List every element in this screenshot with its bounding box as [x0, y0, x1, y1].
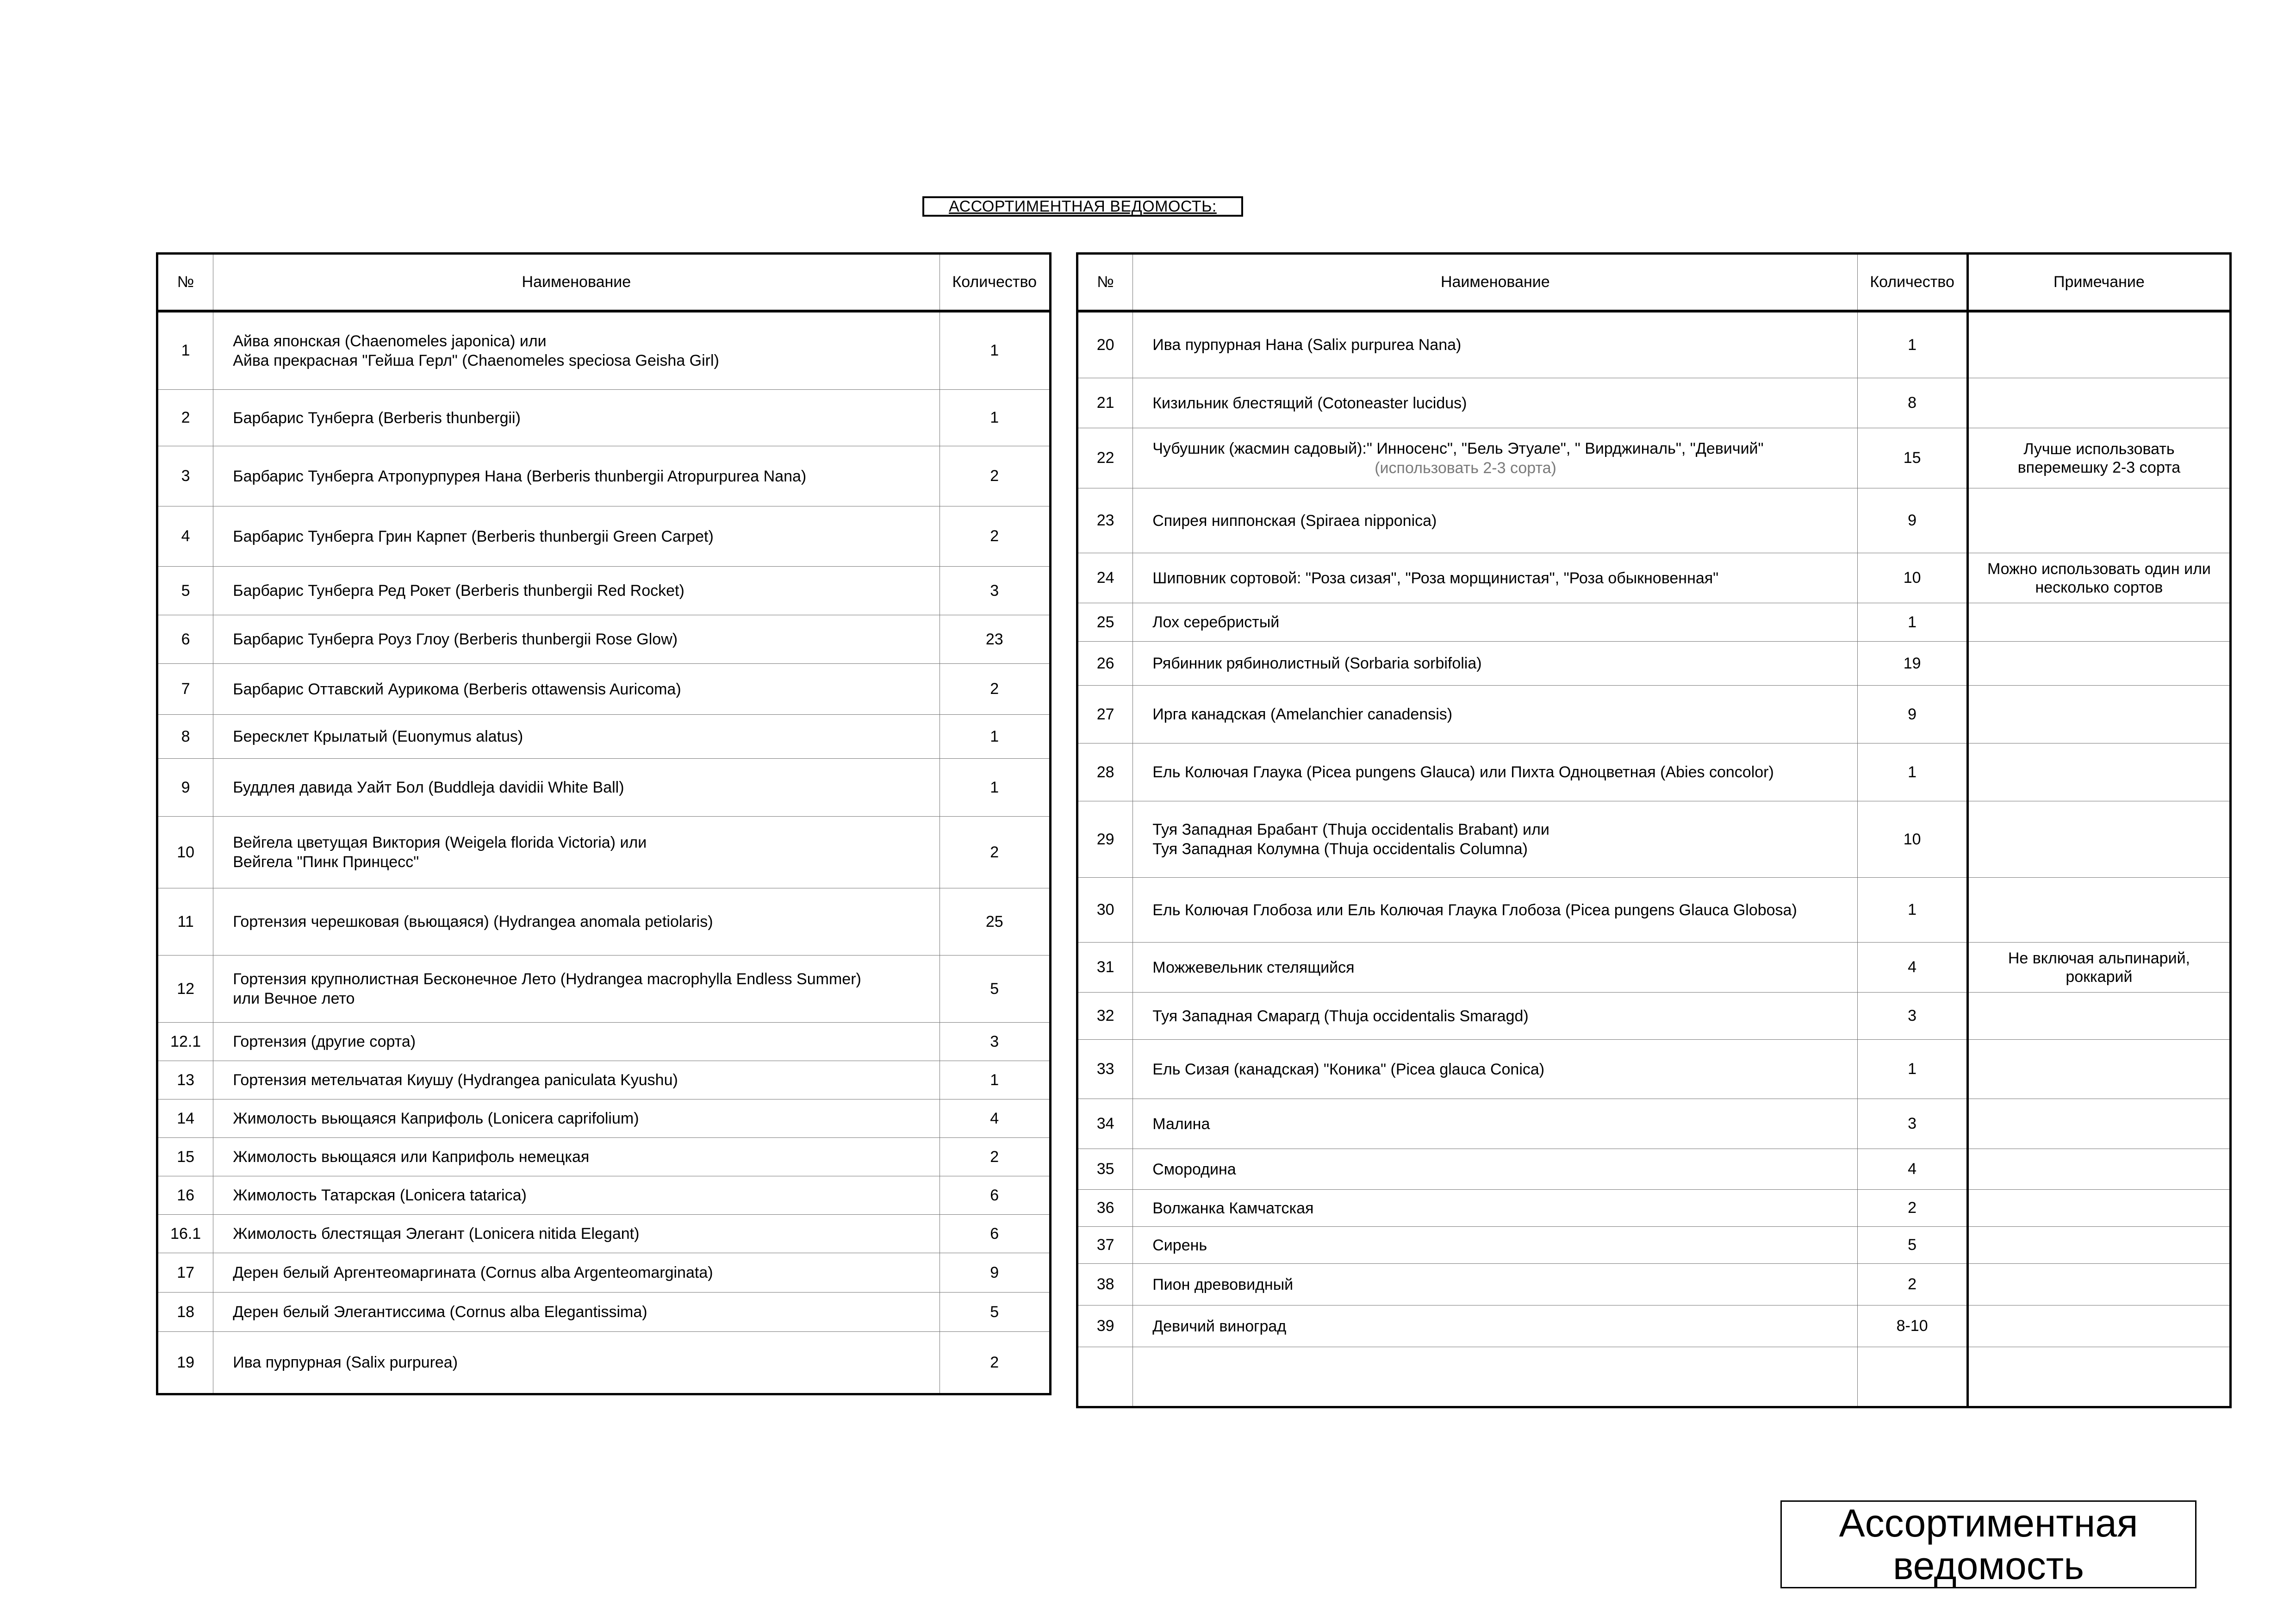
table-row: [157, 506, 1051, 567]
cell-name: [213, 715, 940, 759]
name-line: Сирень: [1152, 1236, 1207, 1254]
cell-qty: 3: [1858, 1099, 1967, 1149]
cell-note: [1967, 1149, 2230, 1190]
cell-num: 35: [1077, 1149, 1133, 1190]
cell-num: 6: [157, 615, 213, 664]
header-num: №: [157, 254, 213, 311]
cell-num: 33: [1077, 1040, 1133, 1099]
cell-name: [1133, 801, 1858, 878]
cell-name: [213, 446, 940, 506]
cell-qty: 1: [940, 759, 1051, 817]
table-row: [1077, 743, 2231, 801]
cell-note: [1967, 1347, 2230, 1407]
cell-note: [1967, 603, 2230, 642]
name-line: Жимолость блестящая Элегант (Lonicera nitida Elegant): [233, 1225, 640, 1243]
cell-note: [1967, 642, 2230, 686]
stamp-line-1: Ассортиментная: [1839, 1501, 2138, 1545]
cell-qty: 19: [1858, 642, 1967, 686]
table-row: [157, 390, 1051, 446]
cell-qty: 1: [1858, 603, 1967, 642]
cell-note: [1967, 686, 2230, 743]
cell-name: [1133, 943, 1858, 993]
cell-qty: 3: [1858, 993, 1967, 1040]
cell-note: [1967, 1040, 2230, 1099]
assortment-table-left: [156, 252, 1052, 1395]
cell-name: [213, 615, 940, 664]
note-line: Можно использовать один или: [1987, 560, 2211, 578]
name-line: Барбарис Тунберга (Berberis thunbergii): [233, 409, 521, 427]
cell-name: [1133, 488, 1858, 553]
cell-num: 1: [157, 311, 213, 390]
name-line: Ель Колючая Глобоза или Ель Колючая Глаука Глобоза (Picea pungens Glauca Globosa): [1152, 901, 1797, 919]
cell-name: [1133, 1347, 1858, 1407]
cell-note: [1967, 553, 2230, 603]
cell-num: 15: [157, 1138, 213, 1176]
cell-qty: 4: [940, 1099, 1051, 1138]
cell-qty: 4: [1858, 1149, 1967, 1190]
header-qty: Количество: [1858, 254, 1967, 311]
cell-name: [1133, 686, 1858, 743]
cell-name: [1133, 428, 1858, 488]
table-row: [1077, 801, 2231, 878]
name-subnote: (использовать 2-3 сорта): [1375, 459, 1556, 477]
name-line: Жимолость вьющаяся Каприфоль (Lonicera caprifolium): [233, 1110, 639, 1127]
cell-qty: 1: [1858, 311, 1967, 378]
table-row: [1077, 1264, 2231, 1305]
cell-num: 30: [1077, 878, 1133, 943]
name-line: Бересклет Крылатый (Euonymus alatus): [233, 728, 523, 745]
name-line: Ива пурпурная Нана (Salix purpurea Nana): [1152, 336, 1462, 354]
cell-num: 2: [157, 390, 213, 446]
cell-name: [1133, 642, 1858, 686]
cell-name: [1133, 603, 1858, 642]
table-row: [157, 1176, 1051, 1215]
table-row: [1077, 943, 2231, 993]
table-row: [157, 446, 1051, 506]
cell-qty: 9: [940, 1253, 1051, 1293]
cell-qty: 9: [1858, 686, 1967, 743]
table-row: [1077, 1099, 2231, 1149]
cell-name: [213, 390, 940, 446]
assortment-table-right: [1076, 252, 2232, 1408]
header-qty: Количество: [940, 254, 1051, 311]
name-line: Гортензия крупнолистная Бесконечное Лето (Hydrangea macrophylla Endless Summer): [233, 970, 861, 988]
cell-num: 17: [157, 1253, 213, 1293]
note-line: вперемешку 2-3 сорта: [2017, 458, 2181, 476]
table-row: [1077, 1040, 2231, 1099]
table-row: [1077, 488, 2231, 553]
cell-name: [213, 1099, 940, 1138]
table-row: [1077, 686, 2231, 743]
cell-note: [1967, 1099, 2230, 1149]
cell-note: [1967, 311, 2230, 378]
name-line: Дерен белый Аргентеомаргината (Cornus alba Argenteomarginata): [233, 1264, 713, 1281]
name-line: Шиповник сортовой: "Роза сизая", "Роза морщинистая", "Роза обыкновенная": [1152, 569, 1719, 587]
cell-name: [1133, 553, 1858, 603]
table-row: [157, 817, 1051, 888]
table-row: [1077, 553, 2231, 603]
cell-num: 29: [1077, 801, 1133, 878]
name-line: Туя Западная Смарагд (Thuja occidentalis Smaragd): [1152, 1007, 1529, 1025]
table-row: [1077, 311, 2231, 378]
name-line: Туя Западная Колумна (Thuja occidentalis Columna): [1152, 840, 1528, 858]
cell-num: 8: [157, 715, 213, 759]
cell-name: [213, 888, 940, 956]
cell-qty: 1: [1858, 1040, 1967, 1099]
cell-qty: 1: [1858, 878, 1967, 943]
table-row: [157, 888, 1051, 956]
cell-num: 37: [1077, 1227, 1133, 1264]
name-line: Жимолость вьющаяся или Каприфоль немецкая: [233, 1148, 590, 1166]
cell-num: 3: [157, 446, 213, 506]
name-line: Вейгела цветущая Виктория (Weigela florida Victoria) или: [233, 834, 647, 851]
cell-qty: 10: [1858, 801, 1967, 878]
cell-num: 18: [157, 1293, 213, 1332]
cell-name: [213, 567, 940, 615]
cell-qty: 8-10: [1858, 1305, 1967, 1347]
table-row: [157, 664, 1051, 715]
cell-qty: 1: [940, 1061, 1051, 1099]
cell-qty: 2: [940, 817, 1051, 888]
cell-num: 24: [1077, 553, 1133, 603]
cell-name: [213, 1253, 940, 1293]
name-line: Айва японская (Chaenomeles japonica) или: [233, 332, 547, 350]
table-row: [1077, 1149, 2231, 1190]
name-line: Дерен белый Элегантиссима (Cornus alba Elegantissima): [233, 1303, 647, 1321]
name-line: Жимолость Татарская (Lonicera tatarica): [233, 1187, 527, 1204]
cell-qty: 6: [940, 1176, 1051, 1215]
cell-name: [213, 506, 940, 567]
cell-note: [1967, 428, 2230, 488]
cell-qty: 2: [940, 1332, 1051, 1394]
cell-name: [1133, 1227, 1858, 1264]
note-line: роккарий: [2066, 968, 2133, 986]
cell-num: 31: [1077, 943, 1133, 993]
cell-qty: 2: [1858, 1190, 1967, 1227]
cell-qty: 2: [940, 446, 1051, 506]
cell-num: 7: [157, 664, 213, 715]
cell-note: [1967, 993, 2230, 1040]
name-line: Волжанка Камчатская: [1152, 1199, 1314, 1217]
cell-name: [1133, 1099, 1858, 1149]
name-line: Гортензия черешковая (вьющаяся) (Hydrangea anomala petiolaris): [233, 913, 713, 931]
table-row: [1077, 378, 2231, 428]
cell-qty: 2: [1858, 1264, 1967, 1305]
cell-name: [213, 1332, 940, 1394]
table-row: [157, 1215, 1051, 1253]
table-row: [1077, 1190, 2231, 1227]
table-row: [1077, 878, 2231, 943]
cell-num: 5: [157, 567, 213, 615]
cell-qty: 1: [940, 311, 1051, 390]
cell-name: [213, 1138, 940, 1176]
cell-num: 16.1: [157, 1215, 213, 1253]
cell-num: 34: [1077, 1099, 1133, 1149]
name-line: Ирга канадская (Amelanchier canadensis): [1152, 706, 1453, 723]
name-line: Гортензия метельчатая Киушу (Hydrangea paniculata Kyushu): [233, 1071, 678, 1089]
cell-qty: 1: [940, 715, 1051, 759]
cell-note: [1967, 1190, 2230, 1227]
name-line: Барбарис Тунберга Ред Рокет (Berberis thunbergii Red Rocket): [233, 582, 684, 600]
name-line: Смородина: [1152, 1160, 1236, 1178]
cell-name: [213, 759, 940, 817]
cell-num: 19: [157, 1332, 213, 1394]
name-line: Барбарис Оттавский Аурикома (Berberis ottawensis Auricoma): [233, 680, 681, 698]
header-num: №: [1077, 254, 1133, 311]
cell-num: 27: [1077, 686, 1133, 743]
table-row: [157, 759, 1051, 817]
table-header-row: [1077, 254, 2231, 311]
name-line: Кизильник блестящий (Cotoneaster lucidus): [1152, 394, 1467, 412]
cell-name: [1133, 1264, 1858, 1305]
header-note: Примечание: [1967, 254, 2230, 311]
table-row: [157, 1293, 1051, 1332]
cell-num: 25: [1077, 603, 1133, 642]
header-name: Наименование: [1133, 254, 1858, 311]
cell-num: 12: [157, 956, 213, 1023]
table-row: [1077, 428, 2231, 488]
cell-num: 22: [1077, 428, 1133, 488]
cell-num: 13: [157, 1061, 213, 1099]
cell-num: 39: [1077, 1305, 1133, 1347]
note-line: Не включая альпинарий,: [2008, 949, 2190, 967]
table-header-row: [157, 254, 1051, 311]
cell-qty: 23: [940, 615, 1051, 664]
table-row: [157, 1099, 1051, 1138]
table-row: [157, 311, 1051, 390]
cell-num: 26: [1077, 642, 1133, 686]
cell-qty: 5: [940, 1293, 1051, 1332]
table-row: [1077, 1347, 2231, 1407]
cell-num: 36: [1077, 1190, 1133, 1227]
cell-num: [1077, 1347, 1133, 1407]
table-row: [157, 1138, 1051, 1176]
table-row: [1077, 993, 2231, 1040]
cell-qty: 3: [940, 567, 1051, 615]
cell-num: 20: [1077, 311, 1133, 378]
table-row: [157, 715, 1051, 759]
note-line: несколько сортов: [2035, 578, 2163, 596]
name-line: Барбарис Тунберга Атропурпурея Нана (Berberis thunbergii Atropurpurea Nana): [233, 467, 807, 485]
table-row: [157, 615, 1051, 664]
name-line: Можжевельник стелящийся: [1152, 958, 1355, 976]
cell-name: [213, 1061, 940, 1099]
cell-name: [1133, 1190, 1858, 1227]
cell-qty: 2: [940, 664, 1051, 715]
cell-name: [1133, 993, 1858, 1040]
cell-note: [1967, 943, 2230, 993]
table-row: [157, 1253, 1051, 1293]
cell-note: [1967, 801, 2230, 878]
table-row: [1077, 642, 2231, 686]
stamp-line-2: ведомость: [1893, 1544, 2084, 1587]
cell-num: 4: [157, 506, 213, 567]
cell-num: 10: [157, 817, 213, 888]
cell-qty: 1: [940, 390, 1051, 446]
name-line: Вейгела "Пинк Принцесс": [233, 853, 419, 871]
table-row: [157, 567, 1051, 615]
name-line: Рябинник рябинолистный (Sorbaria sorbifolia): [1152, 655, 1482, 672]
title-stamp: [1780, 1500, 2196, 1588]
name-line: или Вечное лето: [233, 990, 355, 1007]
cell-qty: 2: [940, 1138, 1051, 1176]
cell-name: [1133, 1305, 1858, 1347]
cell-qty: 8: [1858, 378, 1967, 428]
document-title: АССОРТИМЕНТНАЯ ВЕДОМОСТЬ:: [922, 196, 1243, 217]
cell-num: 32: [1077, 993, 1133, 1040]
cell-name: [213, 311, 940, 390]
name-line: Лох серебристый: [1152, 613, 1280, 631]
cell-qty: [1858, 1347, 1967, 1407]
cell-name: [1133, 1040, 1858, 1099]
note-line: Лучше использовать: [2023, 440, 2175, 458]
cell-qty: 4: [1858, 943, 1967, 993]
table-row: [157, 1061, 1051, 1099]
cell-qty: 5: [1858, 1227, 1967, 1264]
header-name: Наименование: [213, 254, 940, 311]
name-line: Спирея ниппонская (Spiraea nipponica): [1152, 512, 1437, 530]
cell-qty: 2: [940, 506, 1051, 567]
cell-num: 14: [157, 1099, 213, 1138]
cell-qty: 10: [1858, 553, 1967, 603]
table-row: [157, 956, 1051, 1023]
cell-note: [1967, 1227, 2230, 1264]
cell-name: [1133, 378, 1858, 428]
name-line: Буддлея давида Уайт Бол (Buddleja davidii White Ball): [233, 779, 624, 796]
cell-num: 16: [157, 1176, 213, 1215]
name-line: Туя Западная Брабант (Thuja occidentalis Brabant) или: [1152, 821, 1549, 838]
cell-name: [213, 817, 940, 888]
name-line: Девичий виноград: [1152, 1317, 1287, 1335]
table-row: [1077, 1227, 2231, 1264]
table-row: [1077, 1305, 2231, 1347]
cell-qty: 15: [1858, 428, 1967, 488]
cell-num: 28: [1077, 743, 1133, 801]
cell-note: [1967, 743, 2230, 801]
table-row: [1077, 603, 2231, 642]
cell-qty: 6: [940, 1215, 1051, 1253]
name-line: Малина: [1152, 1115, 1210, 1133]
cell-name: [1133, 311, 1858, 378]
cell-note: [1967, 878, 2230, 943]
cell-num: 11: [157, 888, 213, 956]
cell-name: [1133, 1149, 1858, 1190]
cell-name: [213, 664, 940, 715]
table-row: [157, 1023, 1051, 1061]
name-line: Барбарис Тунберга Грин Карпет (Berberis thunbergii Green Carpet): [233, 527, 714, 545]
name-line: Чубушник (жасмин садовый):" Инносенс", "Бель Этуале", " Вирджиналь", "Девичий": [1152, 439, 1764, 457]
cell-num: 12.1: [157, 1023, 213, 1061]
cell-qty: 5: [940, 956, 1051, 1023]
cell-name: [213, 1293, 940, 1332]
cell-note: [1967, 488, 2230, 553]
name-line: Айва прекрасная "Гейша Герл" (Chaenomeles speciosa Geisha Girl): [233, 351, 719, 369]
cell-name: [213, 1215, 940, 1253]
cell-num: 23: [1077, 488, 1133, 553]
cell-qty: 9: [1858, 488, 1967, 553]
cell-qty: 25: [940, 888, 1051, 956]
cell-note: [1967, 378, 2230, 428]
cell-qty: 3: [940, 1023, 1051, 1061]
cell-num: 9: [157, 759, 213, 817]
name-line: Пион древовидный: [1152, 1275, 1294, 1293]
cell-name: [213, 1023, 940, 1061]
name-line: Ива пурпурная (Salix purpurea): [233, 1354, 458, 1371]
cell-note: [1967, 1264, 2230, 1305]
cell-name: [213, 1176, 940, 1215]
cell-name: [213, 956, 940, 1023]
name-line: Ель Колючая Глаука (Picea pungens Glauca) или Пихта Одноцветная (Abies concolor): [1152, 763, 1774, 781]
name-line: Гортензия (другие сорта): [233, 1033, 416, 1050]
cell-name: [1133, 743, 1858, 801]
cell-note: [1967, 1305, 2230, 1347]
name-line: Ель Сизая (канадская) "Коника" (Picea glauca Conica): [1152, 1060, 1545, 1078]
cell-qty: 1: [1858, 743, 1967, 801]
cell-num: 38: [1077, 1264, 1133, 1305]
name-line: Барбарис Тунберга Роуз Глоу (Berberis thunbergii Rose Glow): [233, 631, 678, 648]
cell-name: [1133, 878, 1858, 943]
cell-num: 21: [1077, 378, 1133, 428]
table-row: [157, 1332, 1051, 1394]
